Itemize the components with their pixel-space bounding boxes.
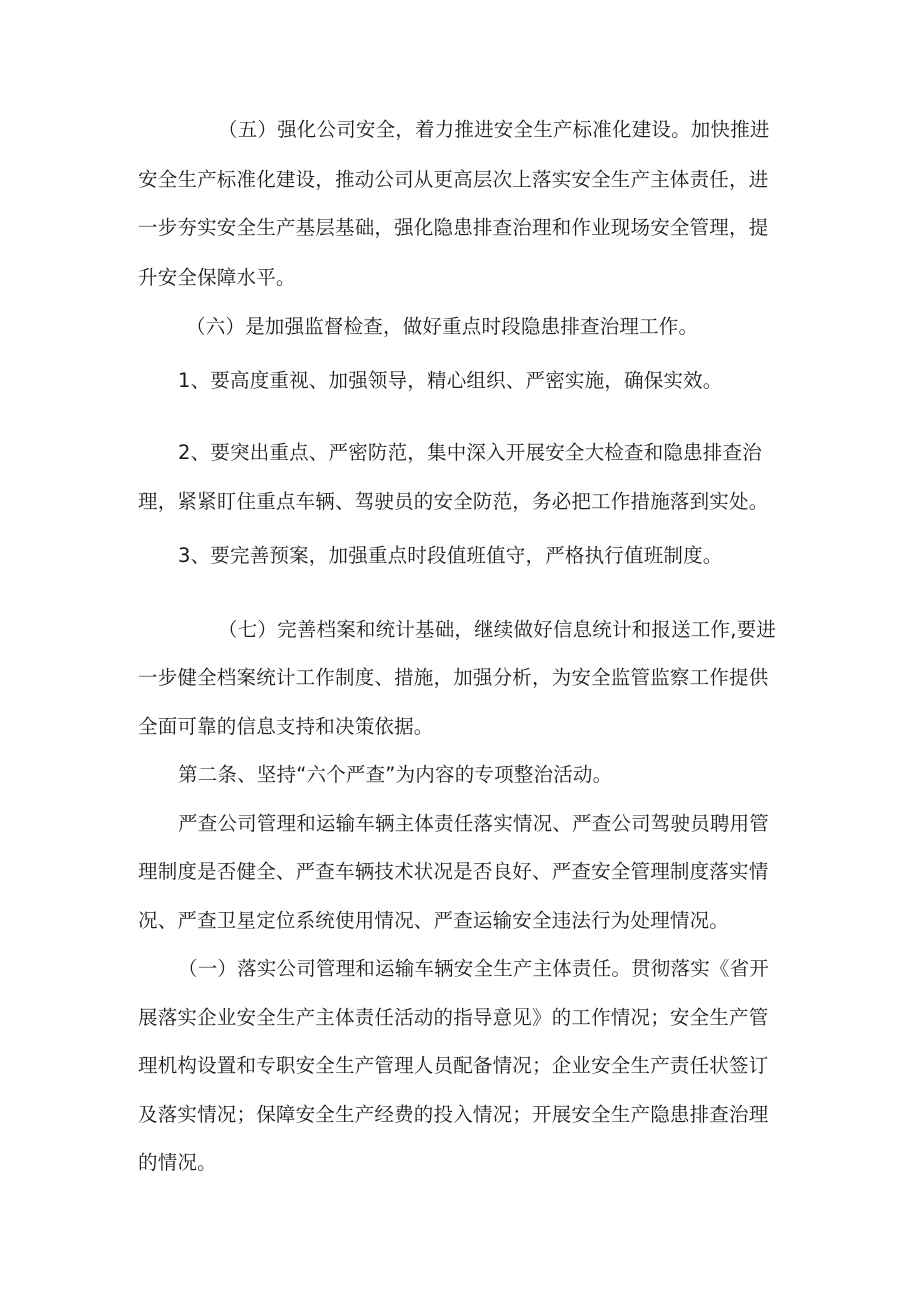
item-2-line-2: 理，紧紧盯住重点车辆、驾驶员的安全防范，务必把工作措施落到实处。: [138, 490, 769, 513]
section-1-line-3: 理机构设置和专职安全生产管理人员配备情况；企业安全生产责任状签订: [138, 1054, 769, 1077]
item-1-line-1: 1、要高度重视、加强领导，精心组织、严密实施，确保实效。: [178, 369, 723, 392]
six-checks-line-2: 理制度是否健全、严查车辆技术状况是否良好、严查安全管理制度落实情: [138, 860, 769, 883]
item-3-line-1: 3、要完善预案，加强重点时段值班值守，严格执行值班制度。: [178, 544, 723, 567]
section-1-line-2: 展落实企业安全生产主体责任活动的指导意见》的工作情况；安全生产管: [138, 1006, 769, 1029]
six-checks-line-1: 严查公司管理和运输车辆主体责任落实情况、严查公司驾驶员聘用管: [178, 812, 770, 835]
paragraph-7-line-1: （七）完善档案和统计基础，继续做好信息统计和报送工作,要进: [218, 618, 776, 641]
paragraph-5-line-1: （五）强化公司安全，着力推进安全生产标准化建设。加快推进: [218, 118, 770, 141]
article-2-line-1: 第二条、坚持“六个严查”为内容的专项整治活动。: [178, 763, 613, 786]
paragraph-5-line-3: 一步夯实安全生产基层基础，强化隐患排查治理和作业现场安全管理，提: [138, 216, 769, 239]
paragraph-5-line-2: 安全生产标准化建设，推动公司从更高层次上落实安全生产主体责任，进: [138, 168, 769, 191]
paragraph-5-line-4: 升安全保障水平。: [138, 266, 296, 289]
six-checks-line-3: 况、严查卫星定位系统使用情况、严查运输安全违法行为处理情况。: [138, 909, 730, 932]
paragraph-7-line-3: 全面可靠的信息支持和决策依据。: [138, 715, 434, 738]
section-1-line-1: （一）落实公司管理和运输车辆安全生产主体责任。贯彻落实《省开: [178, 957, 770, 980]
paragraph-7-line-2: 一步健全档案统计工作制度、措施，加强分析，为安全监管监察工作提供: [138, 666, 769, 689]
item-2-line-1: 2、要突出重点、严密防范，集中深入开展安全大检查和隐患排查治: [178, 441, 762, 464]
section-1-line-4: 及落实情况；保障安全生产经费的投入情况；开展安全生产隐患排查治理: [138, 1103, 769, 1126]
paragraph-6-line-1: （六）是加强监督检查，做好重点时段隐患排查治理工作。: [186, 315, 699, 338]
section-1-line-5: 的情况。: [138, 1151, 217, 1174]
